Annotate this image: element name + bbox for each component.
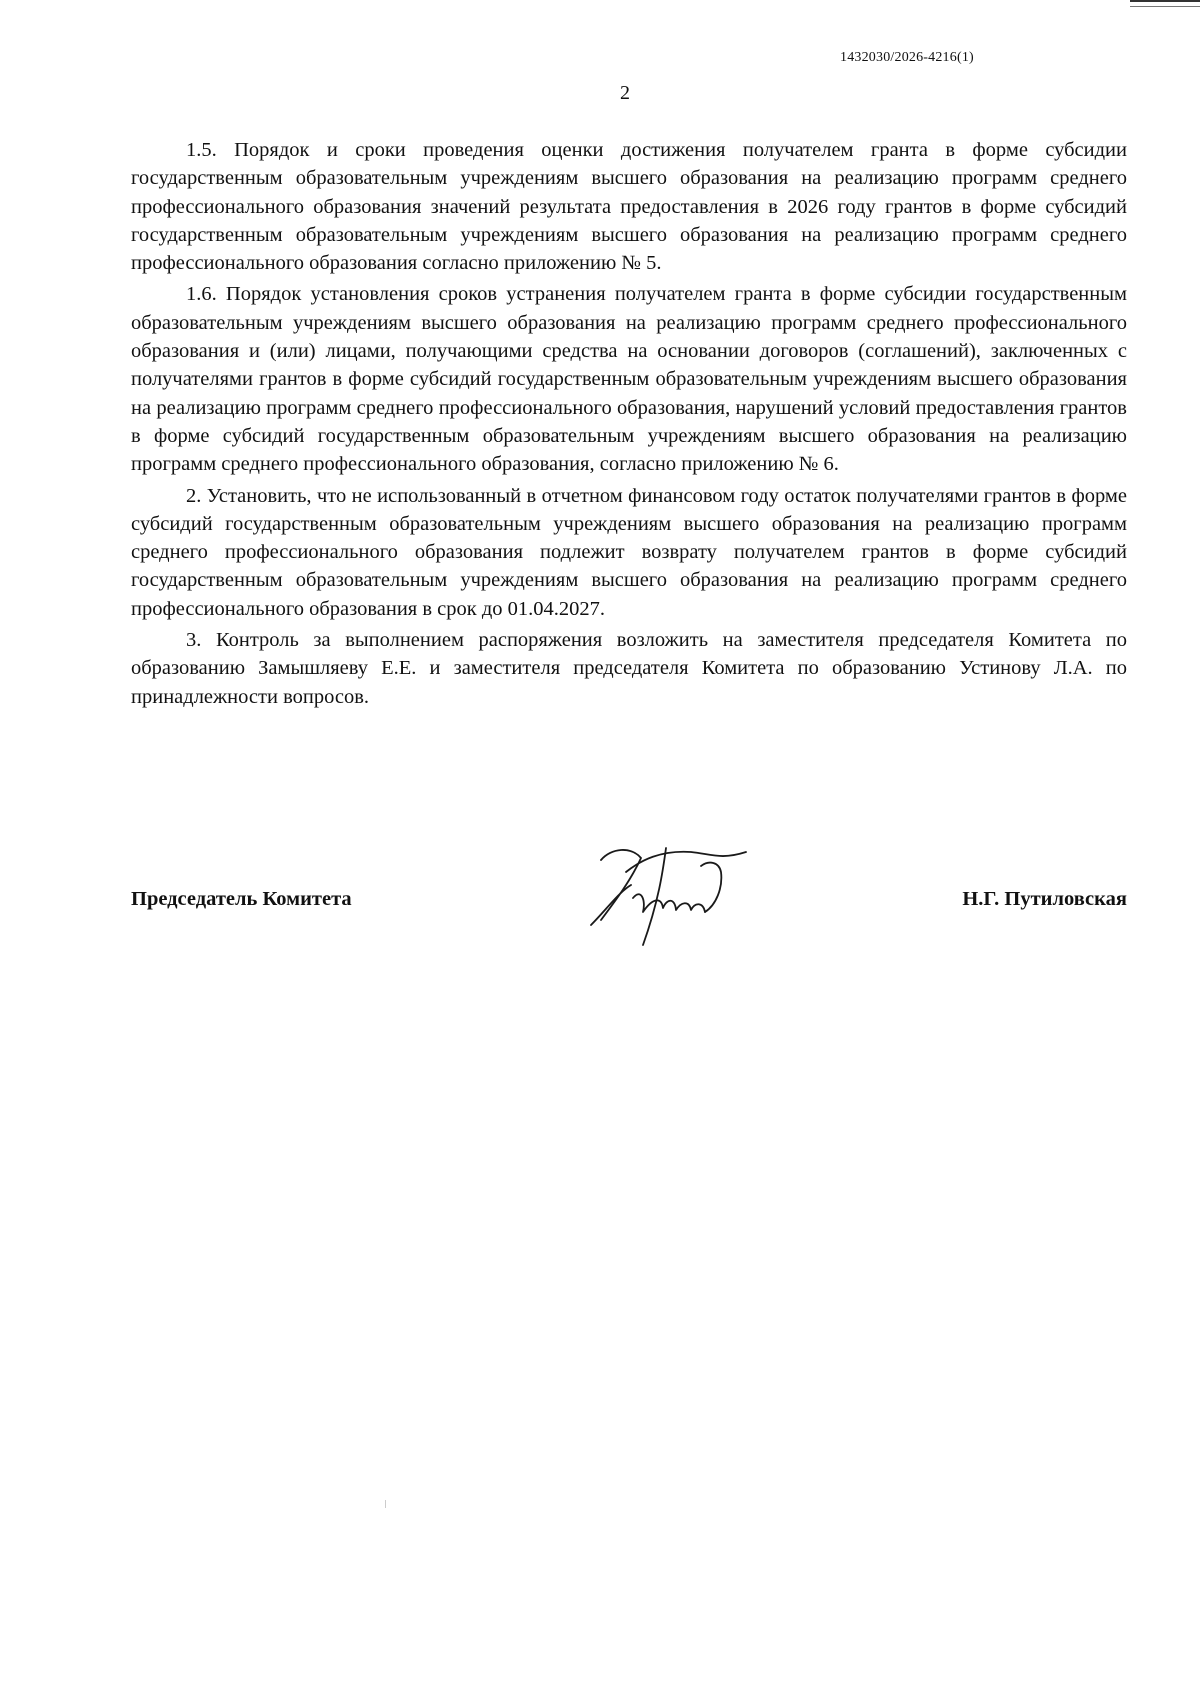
signature-block xyxy=(131,840,1127,950)
page-number: 2 xyxy=(620,82,630,104)
signer-title: Председатель Комитета xyxy=(131,888,352,910)
handwritten-signature xyxy=(571,840,771,950)
paragraph-1-5: 1.5. Порядок и сроки проведения оценки достижения получателем гранта в форме субсидии государственным образовательным учреждениям высшего образования на реализацию программ среднего профессионального образования значений результата предоставления в 2026 году грантов в форме субсидий государственным образовательным учреждениям высшего образования на реализацию программ среднего профессионального образования согласно приложению № 5. xyxy=(131,139,1127,275)
document-registration-number: 1432030/2026-4216(1) xyxy=(840,50,974,65)
scan-artifact xyxy=(385,1500,386,1508)
paragraph-2: 2. Установить, что не использованный в отчетном финансовом году остаток получателями грантов в форме субсидий государственным образовательным учреждениям высшего образования на реализацию программ среднего профессионального образования подлежит возврату получателем грантов в форме субсидий государственным образовательным учреждениям высшего образования на реализацию программ среднего профессионального образования в срок до 01.04.2027. xyxy=(131,484,1127,620)
paragraph-1-6: 1.6. Порядок установления сроков устранения получателем гранта в форме субсидии государственным образовательным учреждениям высшего образования на реализацию программ среднего профессионального образования и (или) лицами, получающими средства на основании договоров (соглашений), заключенных с получателями грантов в форме субсидий государственным образовательным учреждениям высшего образования на реализацию программ среднего профессионального образования, нарушений условий предоставления грантов в форме субсидий государственным образовательным учреждениям высшего образования на реализацию программ среднего профессионального образования, согласно приложению № 6. xyxy=(131,283,1127,476)
scan-edge-mark xyxy=(1130,0,1200,7)
document-body xyxy=(131,136,1127,714)
signer-name: Н.Г. Путиловская xyxy=(962,888,1127,910)
paragraph-3: 3. Контроль за выполнением распоряжения возложить на заместителя председателя Комитета по образованию Замышляеву Е.Е. и заместителя председателя Комитета по образованию Устинову Л.А. по принадлежности вопросов. xyxy=(131,629,1127,708)
